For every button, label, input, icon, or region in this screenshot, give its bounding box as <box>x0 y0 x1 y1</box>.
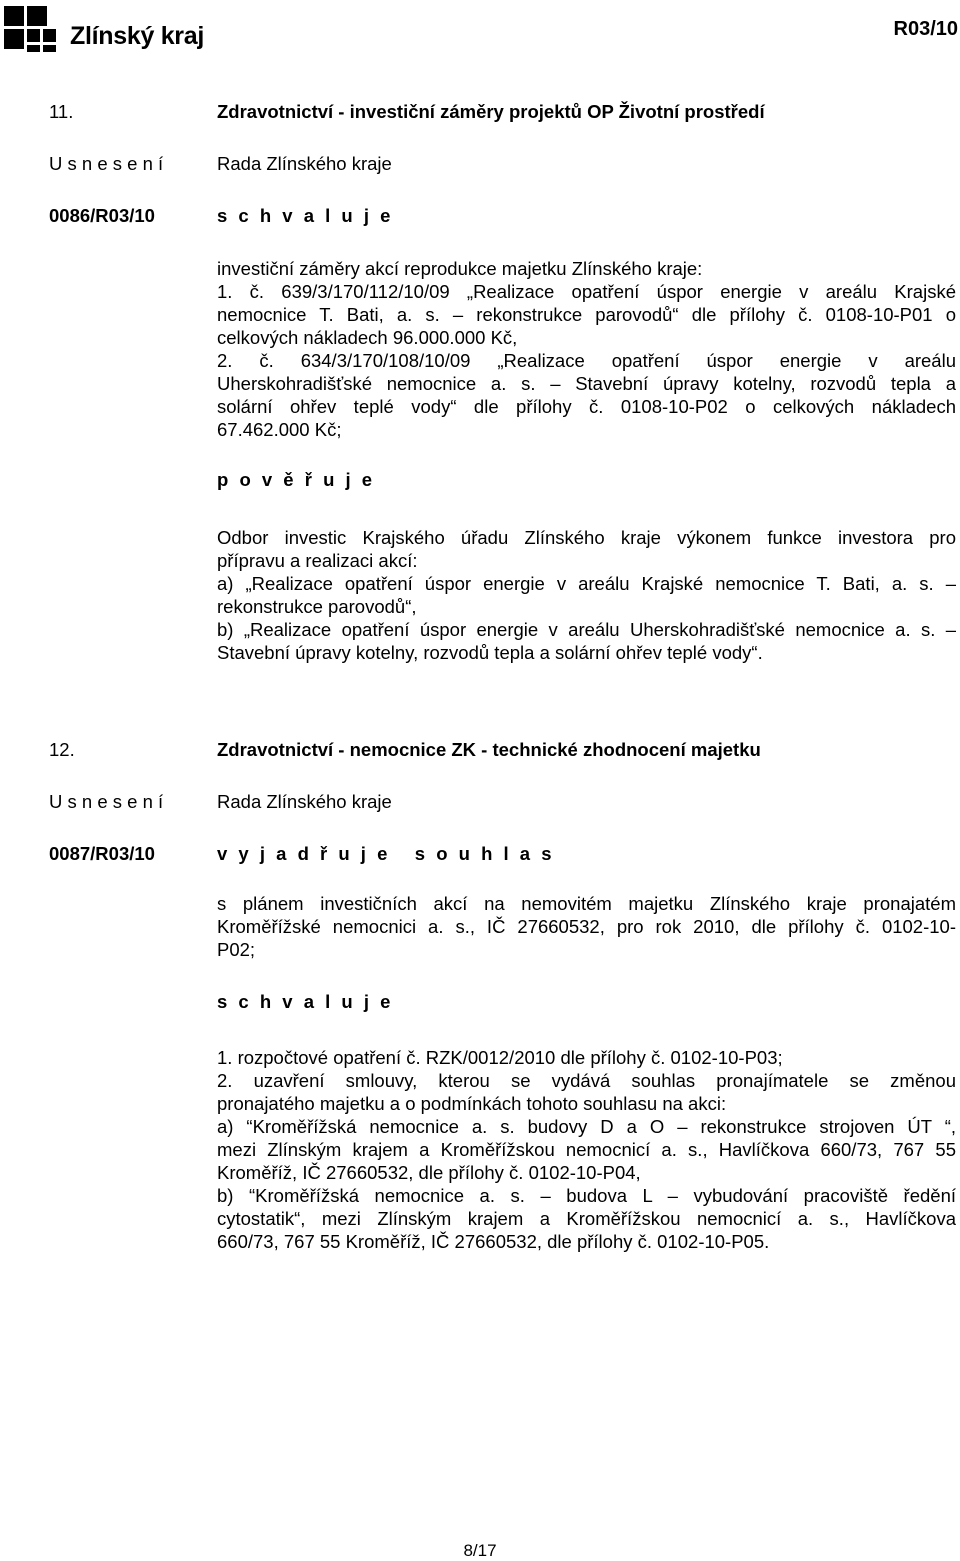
item-title: Zdravotnictví - investiční záměry projektů OP Životní prostředí <box>217 101 765 122</box>
item-number: 12. <box>49 739 75 760</box>
text-line: pronajatého majetku a o podmínkách tohoto souhlasu na akci: <box>217 1093 727 1114</box>
text-line: přípravu a realizaci akcí: <box>217 550 418 571</box>
text-line: 660/73, 767 55 Kroměříž, IČ 27660532, dle přílohy č. 0102-10-P05. <box>217 1231 770 1252</box>
text-line: 67.462.000 Kč; <box>217 419 342 440</box>
zlinsky-kraj-logo <box>4 6 204 52</box>
resolution-verb: v y j a d ř u j e s o u h l a s <box>217 843 555 864</box>
text-line: s plánem investičních akcí na nemovitém majetku Zlínského kraje pronajatém <box>217 893 956 914</box>
text-line: solární ohřev teplé vody“ dle přílohy č. 0108-10-P02 o celkových nákladech <box>217 396 956 417</box>
text-line: 2. uzavření smlouvy, kterou se vydává souhlas pronajímatele se změnou <box>217 1070 956 1091</box>
text-line: celkových nákladech 96.000.000 Kč, <box>217 327 518 348</box>
text-line: mezi Zlínským krajem a Kroměřížskou nemocnicí a. s., Havlíčkova 660/73, 767 55 <box>217 1139 956 1160</box>
text-line: 1. č. 639/3/170/112/10/09 „Realizace opatření úspor energie v areálu Krajské <box>217 281 956 302</box>
resolution-text <box>217 526 956 664</box>
text-line: a) „Realizace opatření úspor energie v areálu Krajské nemocnice T. Bati, a. s. – <box>217 573 956 594</box>
text-line: b) „Realizace opatření úspor energie v areálu Uherskohradišťské nemocnice a. s. – <box>217 619 956 640</box>
resolution-verb: s c h v a l u j e <box>217 205 394 226</box>
document-code: R03/10 <box>893 18 958 40</box>
resolution-verb: s c h v a l u j e <box>217 991 394 1012</box>
text-line: Stavební úpravy kotelny, rozvodů tepla a solární ohřev teplé vody“. <box>217 642 763 663</box>
text-line: nemocnice T. Bati, a. s. – rekonstrukce parovodů“ dle přílohy č. 0108-10-P01 o <box>217 304 956 325</box>
text-line: Uherskohradišťské nemocnice a. s. – Stavební úpravy kotelny, rozvodů tepla a <box>217 373 956 394</box>
item-number: 11. <box>49 101 74 122</box>
item-title: Zdravotnictví - nemocnice ZK - technické zhodnocení majetku <box>217 739 761 760</box>
resolution-text <box>217 892 956 961</box>
logo-text: Zlínský kraj <box>70 21 204 50</box>
text-line: a) “Kroměřížská nemocnice a. s. budovy D a O – rekonstrukce strojoven ÚT “, <box>217 1116 956 1137</box>
text-line: Odbor investic Krajského úřadu Zlínského kraje výkonem funkce investora pro <box>217 527 956 548</box>
text-line: Kroměříž, IČ 27660532, dle přílohy č. 0102-10-P04, <box>217 1162 641 1183</box>
resolution-label: U s n e s e n í <box>49 791 164 812</box>
resolution-text <box>217 257 956 441</box>
text-line: 2. č. 634/3/170/108/10/09 „Realizace opatření úspor energie v areálu <box>217 350 956 371</box>
council-name: Rada Zlínského kraje <box>217 153 392 174</box>
resolution-text <box>217 1046 956 1253</box>
page-number: 8/17 <box>463 1541 497 1560</box>
text-line: cytostatik“, mezi Zlínským krajem a Kroměřížskou nemocnicí a. s., Havlíčkova <box>217 1208 956 1229</box>
logo-squares-icon <box>4 6 64 52</box>
resolution-label: U s n e s e n í <box>49 153 164 174</box>
text-line: investiční záměry akcí reprodukce majetku Zlínského kraje: <box>217 258 703 279</box>
text-line: rekonstrukce parovodů“, <box>217 596 417 617</box>
council-name: Rada Zlínského kraje <box>217 791 392 812</box>
text-line: b) “Kroměřížská nemocnice a. s. – budova L – vybudování pracoviště ředění <box>217 1185 956 1206</box>
text-line: Kroměřížské nemocnici a. s., IČ 27660532, pro rok 2010, dle přílohy č. 0102-10- <box>217 916 956 937</box>
text-line: P02; <box>217 939 256 960</box>
text-line: 1. rozpočtové opatření č. RZK/0012/2010 dle přílohy č. 0102-10-P03; <box>217 1047 783 1068</box>
resolution-number: 0086/R03/10 <box>49 205 155 226</box>
resolution-number: 0087/R03/10 <box>49 843 155 864</box>
resolution-verb: p o v ě ř u j e <box>217 469 376 490</box>
